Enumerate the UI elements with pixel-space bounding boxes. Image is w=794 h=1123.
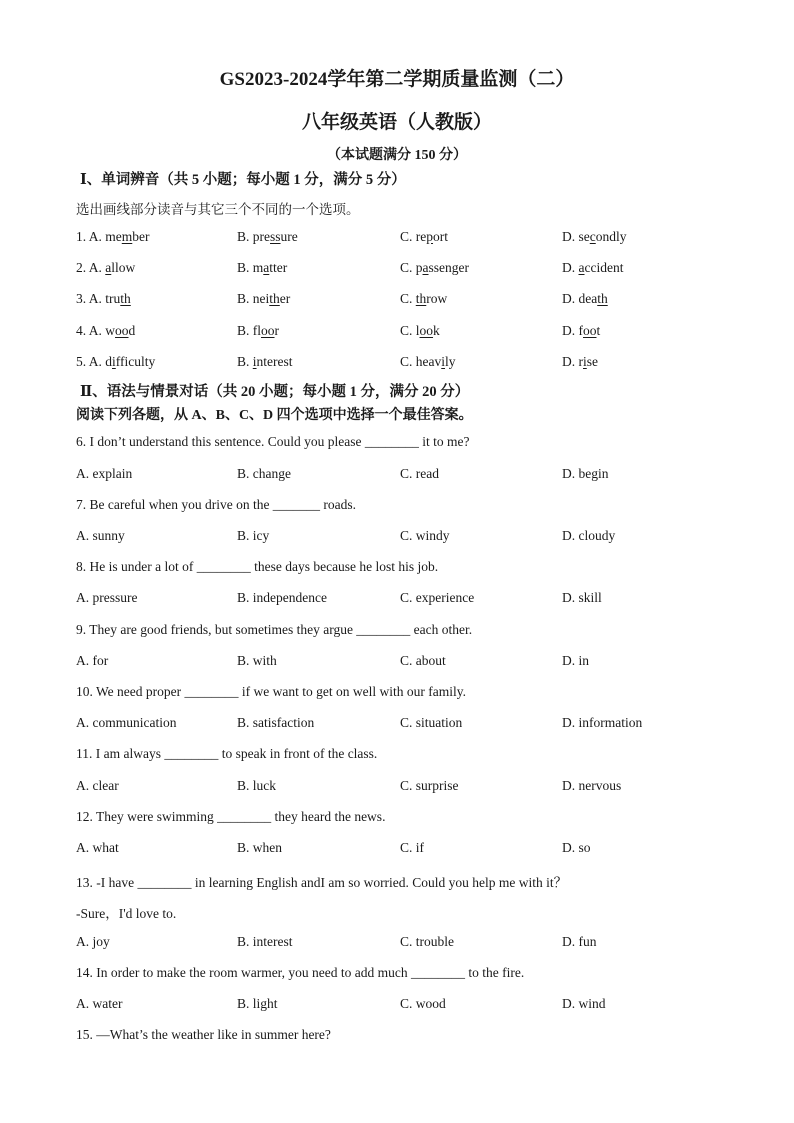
question-stem: 9. They are good friends, but sometimes they argue ________ each other.: [76, 622, 473, 637]
section2-heading: Ⅱ、语法与情景对话（共 20 小题；每小题 1 分，满分 20 分）: [80, 384, 470, 400]
option: [400, 260, 469, 276]
underlined-part: i: [252, 354, 257, 369]
option-letter: C.: [400, 260, 413, 275]
word-part: ondly: [595, 229, 627, 244]
word-part: tru: [105, 291, 121, 306]
question-number: 2.: [76, 260, 87, 275]
word-part: fl: [252, 323, 262, 338]
answer-option: C. situation: [400, 715, 463, 730]
answer-option: C. experience: [400, 590, 475, 605]
option-letter: C.: [400, 229, 413, 244]
option: [400, 323, 440, 339]
underlined-part: oo: [419, 323, 434, 338]
answer-option: D. begin: [562, 466, 609, 481]
option-row: [76, 590, 776, 610]
question-stem: 14. In order to make the room warmer, you need to add much ________ to the fire.: [76, 965, 525, 980]
option: [562, 291, 608, 307]
answer-option: B. interest: [237, 934, 293, 949]
answer-option: C. surprise: [400, 778, 459, 793]
option-row: [76, 996, 776, 1016]
option: [76, 354, 155, 370]
question-stem: 6. I don’t understand this sentence. Could you please ________ it to me?: [76, 434, 470, 449]
word-part: ure: [280, 229, 298, 244]
question-number: 1.: [76, 229, 87, 244]
answer-option: B. independence: [237, 590, 327, 605]
underlined-part: a: [422, 260, 429, 275]
question-stem: 12. They were swimming ________ they heard the news.: [76, 809, 386, 824]
underlined-part: th: [597, 291, 608, 306]
question-number: 5.: [76, 354, 87, 369]
underlined-part: a: [578, 260, 585, 275]
answer-option: A. water: [76, 996, 123, 1011]
underlined-part: a: [263, 260, 270, 275]
option-letter: B.: [237, 323, 250, 338]
option-letter: D.: [562, 229, 576, 244]
option-letter: A.: [88, 354, 102, 369]
option-letter: B.: [237, 229, 250, 244]
option-letter: B.: [237, 354, 250, 369]
underlined-part: i: [112, 354, 116, 369]
question-stem: 15. —What’s the weather like in summer here?: [76, 1027, 331, 1042]
answer-option: C. windy: [400, 528, 450, 543]
exam-title: GS2023-2024学年第二学期质量监测（二）: [219, 69, 575, 90]
question-row: [76, 260, 776, 280]
word-part: r: [578, 354, 583, 369]
score-note: （本试题满分 150 分）: [327, 148, 467, 163]
underlined-part: oo: [261, 323, 275, 338]
word-part: me: [105, 229, 122, 244]
option-row: [76, 466, 776, 486]
answer-option: A. sunny: [76, 528, 125, 543]
option-letter: A.: [88, 229, 102, 244]
option: [562, 229, 627, 245]
option-row: [76, 715, 776, 735]
option: [562, 260, 623, 276]
option-letter: D.: [562, 291, 576, 306]
option: [400, 291, 447, 307]
answer-option: D. skill: [562, 590, 602, 605]
word-part: d: [128, 323, 136, 338]
option-letter: C.: [400, 354, 413, 369]
question-row: [76, 354, 776, 374]
option: [562, 354, 598, 370]
option-row: [76, 934, 776, 954]
question-row: [76, 323, 776, 343]
option-letter: D.: [562, 260, 576, 275]
option: [237, 229, 298, 245]
question-row: [76, 229, 776, 249]
dialogue-reply: -Sure，I'd love to.: [76, 906, 177, 921]
option: [562, 323, 600, 339]
option: [237, 354, 293, 370]
answer-option: D. nervous: [562, 778, 622, 793]
option: [237, 323, 279, 339]
option-row: [76, 653, 776, 673]
answer-option: B. light: [237, 996, 278, 1011]
word-part: t: [596, 323, 601, 338]
word-part: ccident: [584, 260, 624, 275]
answer-option: C. trouble: [400, 934, 454, 949]
answer-option: A. communication: [76, 715, 177, 730]
word-part: w: [105, 323, 116, 338]
answer-option: C. read: [400, 466, 439, 481]
answer-option: A. joy: [76, 934, 110, 949]
word-part: p: [415, 260, 423, 275]
answer-option: D. cloudy: [562, 528, 616, 543]
question-number: 4.: [76, 323, 87, 338]
word-part: se: [586, 354, 599, 369]
option-letter: B.: [237, 260, 250, 275]
word-part: r: [274, 323, 280, 338]
option-letter: C.: [400, 291, 413, 306]
answer-option: B. luck: [237, 778, 276, 793]
option: [76, 229, 150, 245]
answer-option: C. about: [400, 653, 446, 668]
answer-option: B. change: [237, 466, 291, 481]
option-row: [76, 840, 776, 860]
answer-option: A. pressure: [76, 590, 138, 605]
exam-subtitle: 八年级英语（人教版）: [301, 112, 492, 133]
answer-option: D. wind: [562, 996, 606, 1011]
underlined-part: c: [589, 229, 596, 244]
word-part: se: [578, 229, 590, 244]
option: [76, 260, 135, 276]
word-part: dea: [578, 291, 598, 306]
answer-option: D. in: [562, 653, 589, 668]
underlined-part: a: [105, 260, 112, 275]
option: [76, 291, 131, 307]
question-stem: 10. We need proper ________ if we want to get on well with our family.: [76, 684, 466, 699]
answer-option: A. what: [76, 840, 119, 855]
word-part: l: [415, 323, 420, 338]
word-part: ssenger: [428, 260, 470, 275]
option-letter: A.: [88, 291, 102, 306]
option-letter: A.: [88, 323, 102, 338]
word-part: pre: [252, 229, 271, 244]
word-part: ort: [433, 229, 449, 244]
answer-option: C. wood: [400, 996, 446, 1011]
underlined-part: th: [120, 291, 131, 306]
answer-option: A. explain: [76, 466, 133, 481]
option-letter: A.: [88, 260, 102, 275]
question-stem: 13. -I have ________ in learning English andI am so worried. Could you help me with it？: [76, 875, 568, 890]
answer-option: A. for: [76, 653, 109, 668]
option-letter: D.: [562, 354, 576, 369]
word-part: fficulty: [115, 354, 156, 369]
underlined-part: m: [121, 229, 133, 244]
word-part: ber: [132, 229, 150, 244]
option-letter: C.: [400, 323, 413, 338]
underlined-part: th: [269, 291, 280, 306]
answer-option: A. clear: [76, 778, 119, 793]
word-part: row: [426, 291, 448, 306]
underlined-part: oo: [115, 323, 129, 338]
answer-option: D. so: [562, 840, 591, 855]
option-letter: D.: [562, 323, 576, 338]
answer-option: B. when: [237, 840, 282, 855]
word-part: er: [279, 291, 291, 306]
option: [237, 260, 287, 276]
word-part: m: [252, 260, 264, 275]
answer-option: B. satisfaction: [237, 715, 315, 730]
question-stem: 8. He is under a lot of ________ these days because he lost his job.: [76, 559, 439, 574]
word-part: llow: [111, 260, 136, 275]
underlined-part: i: [583, 354, 587, 369]
word-part: nei: [252, 291, 270, 306]
section2-instruction: 阅读下列各题，从 A、B、C、D 四个选项中选择一个最佳答案。: [76, 408, 473, 423]
question-stem: 7. Be careful when you drive on the _______ roads.: [76, 497, 357, 512]
word-part: tter: [269, 260, 288, 275]
option: [76, 323, 135, 339]
option: [400, 354, 456, 370]
answer-option: D. information: [562, 715, 643, 730]
option-letter: B.: [237, 291, 250, 306]
underlined-part: oo: [583, 323, 597, 338]
underlined-part: ss: [270, 229, 281, 244]
section1-heading: Ⅰ、单词辨音（共 5 小题；每小题 1 分，满分 5 分）: [80, 172, 406, 188]
word-part: heav: [415, 354, 442, 369]
word-part: k: [433, 323, 440, 338]
word-part: nterest: [256, 354, 293, 369]
answer-option: B. icy: [237, 528, 270, 543]
underlined-part: th: [415, 291, 427, 306]
option: [400, 229, 448, 245]
answer-option: B. with: [237, 653, 277, 668]
word-part: f: [578, 323, 583, 338]
option-row: [76, 528, 776, 548]
option-row: [76, 778, 776, 798]
word-part: d: [105, 354, 113, 369]
question-number: 3.: [76, 291, 87, 306]
answer-option: C. if: [400, 840, 425, 855]
word-part: ly: [445, 354, 456, 369]
underlined-part: i: [441, 354, 446, 369]
option: [237, 291, 290, 307]
underlined-part: p: [426, 229, 434, 244]
word-part: re: [415, 229, 427, 244]
answer-option: D. fun: [562, 934, 597, 949]
question-row: [76, 291, 776, 311]
section1-instruction: 选出画线部分读音与其它三个不同的一个选项。: [76, 202, 360, 217]
question-stem: 11. I am always ________ to speak in front of the class.: [76, 746, 378, 761]
